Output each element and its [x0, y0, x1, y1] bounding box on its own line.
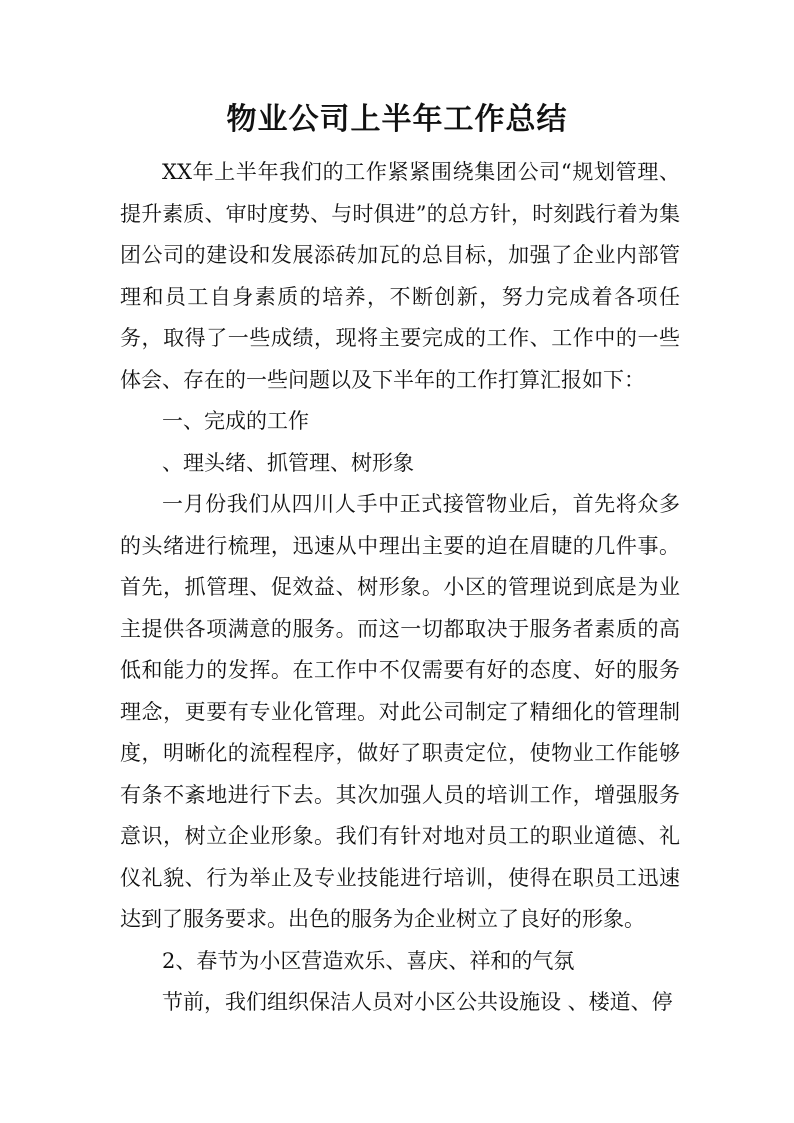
- document-title: 物业公司上半年工作总结: [226, 102, 568, 137]
- document-body: [120, 152, 680, 1024]
- subsection-heading-management: 、理头绪、抓管理、树形象: [162, 450, 414, 475]
- management-paragraph: 一月份我们从四川人手中正式接管物业后，首先将众多的头绪进行梳理，迅速从中理出主要的迫在眉睫的几件事。首先，抓管理、促效益、树形象。小区的管理说到底是为业主提供各项满意的服务。而这一切都取决于服务者素质的高低和能力的发挥。在工作中不仅需要有好的态度、好的服务理念，更要有专业化管理。对此公司制定了精细化的管理制度，明晰化的流程程序，做好了职责定位，使物业工作能够有条不紊地进行下去。其次加强人员的培训工作，增强服务意识，树立企业形象。我们有针对地对员工的职业道德、礼仪礼貌、行为举止及专业技能进行培训，使得在职员工迅速达到了服务要求。出色的服务为企业树立了良好的形象。: [120, 492, 680, 931]
- section-heading-completed-work: 一、完成的工作: [162, 409, 309, 433]
- intro-paragraph: XX年上半年我们的工作紧紧围绕集团公司“规划管理、提升素质、审时度势、与时俱进”的总方针，时刻践行着为集团公司的建设和发展添砖加瓦的总目标，加强了企业内部管理和员工自身素质的培养，不断创新，努力完成着各项任务，取得了一些成绩，现将主要完成的工作、工作中的一些体会、存在的一些问题以及下半年的工作打算汇报如下：: [120, 160, 680, 392]
- subsection-heading-spring-festival: 2、春节为小区营造欢乐、喜庆、祥和的气氛: [162, 948, 575, 973]
- spring-festival-paragraph: 节前，我们组织保洁人员对小区公共设施设 、楼道、停: [162, 990, 673, 1014]
